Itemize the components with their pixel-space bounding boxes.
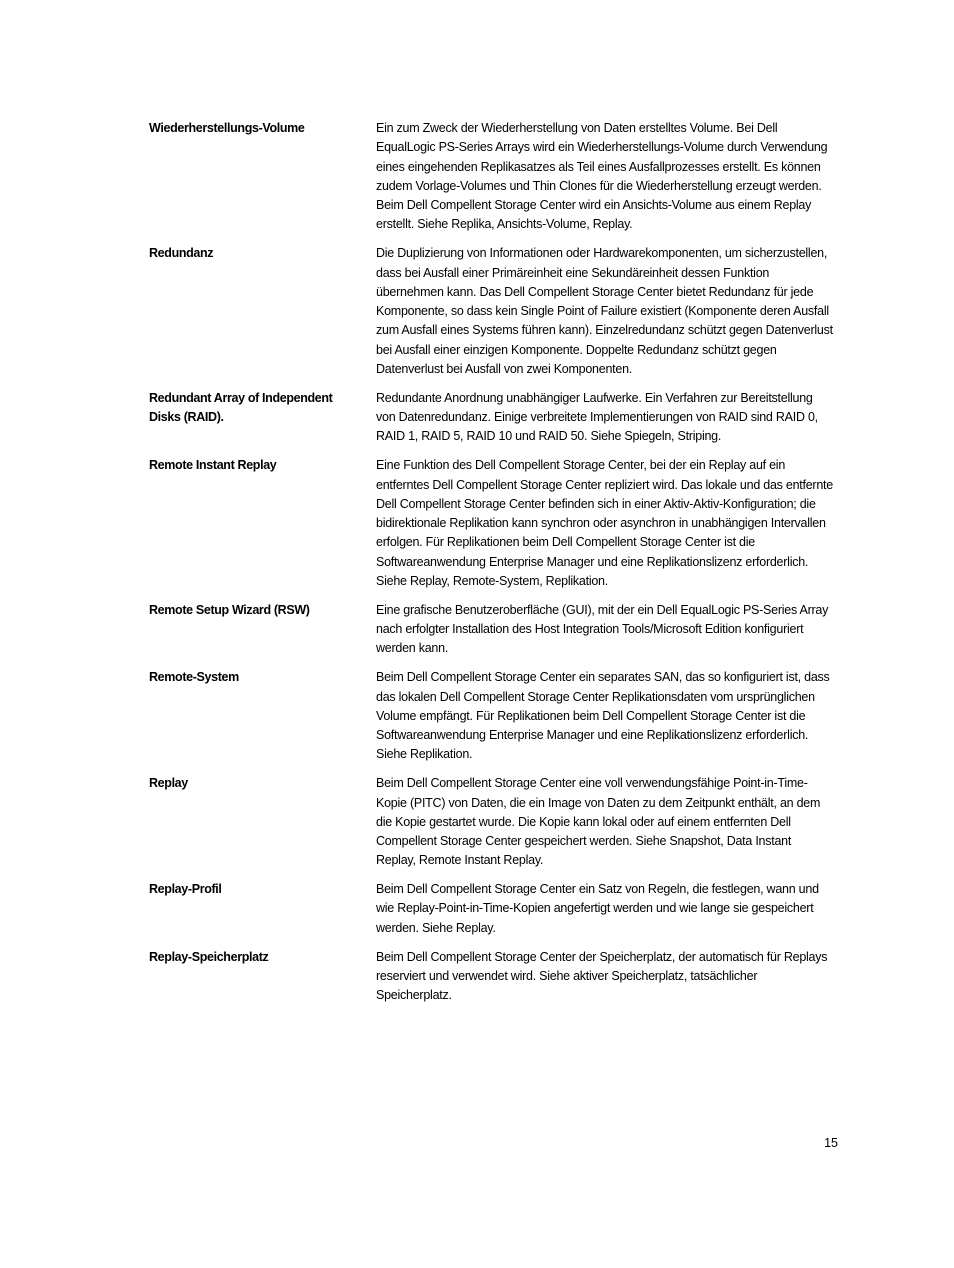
glossary-entry-remote-setup-wizard xyxy=(149,601,834,659)
glossary-term: Replay-Profil xyxy=(149,882,222,897)
glossary-term: Wiederherstellungs-Volume xyxy=(149,121,305,135)
glossary-definition: Beim Dell Compellent Storage Center der Speicherplatz, der automatisch für Replays reserviert und verwendet wird. Siehe aktiver Speicherplatz, tatsächlicher Speicherplatz. xyxy=(376,949,828,1003)
glossary-entry-replay xyxy=(149,774,834,870)
glossary-term: Replay xyxy=(149,776,188,791)
glossary-term: Remote-System xyxy=(149,670,239,685)
glossary-definition: Redundante Anordnung unabhängiger Laufwerke. Ein Verfahren zur Bereitstellung von Datenredundanz. Einige verbreitete Implementierungen von RAID sind RAID 0, RAID 1, RAID 5, RAID 10 und RAID 50. Siehe Spiegeln, Striping. xyxy=(376,390,818,444)
glossary-definition: Beim Dell Compellent Storage Center ein Satz von Regeln, die festlegen, wann und wie Replay-Point-in-Time-Kopien angefertigt werden und wie lange sie gespeichert werden. Siehe Replay. xyxy=(376,882,819,935)
glossary-definition: Beim Dell Compellent Storage Center ein separates SAN, das so konfiguriert ist, dass das lokalen Dell Compellent Storage Center Replikationsdaten vom ursprünglichen Volume empfängt. Für Replikationen beim Dell Compellent Storage Center ist die Softwareanwendung Enterprise Manager und eine Replikationslizenz erforderlich. Siehe Replikation. xyxy=(376,670,830,762)
glossary-term: Remote Instant Replay xyxy=(149,458,277,473)
glossary-definition: Beim Dell Compellent Storage Center eine voll verwendungsfähige Point-in-Time-Kopie (PITC) von Daten, die ein Image von Daten zu dem Zeitpunkt enthält, an dem die Kopie gestartet wurde. Die Kopie kann lokal oder auf einem entfernten Dell Compellent Storage Center gespeichert werden. Siehe Snapshot, Data Instant Replay, Remote Instant Replay. xyxy=(376,776,821,868)
glossary-entry-replay-profil xyxy=(149,880,834,938)
glossary-entry-replay-speicherplatz xyxy=(149,948,834,1006)
glossary-definition: Ein zum Zweck der Wiederherstellung von Daten erstelltes Volume. Bei Dell EqualLogic PS-Series Arrays wird ein Wiederherstellungs-Volume durch Verwendung eines eingehenden Replikasatzes als Teil eines Ausfallprozesses erstellt. Es können zudem Vorlage-Volumes und Thin Clones für die Wiederherstellung erzeugt werden. Beim Dell Compellent Storage Center wird ein Ansichts-Volume aus einem Replay erstellt. Siehe Replika, Ansichts-Volume, Replay. xyxy=(376,121,828,232)
glossary-list xyxy=(149,119,834,1015)
glossary-entry-raid xyxy=(149,389,834,447)
glossary-term: Replay-Speicherplatz xyxy=(149,949,269,964)
glossary-definition: Eine Funktion des Dell Compellent Storage Center, bei der ein Replay auf ein entferntes Dell Compellent Storage Center repliziert wird. Das lokale und das entfernte Dell Compellent Storage Center befinden sich in einer Aktiv-Aktiv-Konfiguration; die bidirektionale Replikation kann synchron oder asynchron in unabhängigen Intervallen erfolgen. Für Replikationen beim Dell Compellent Storage Center ist die Softwareanwendung Enterprise Manager und eine Replikationslizenz erforderlich. Siehe Replay, Remote-System, Replikation. xyxy=(376,458,833,589)
glossary-term: Redundanz xyxy=(149,246,214,261)
glossary-entry-remote-instant-replay xyxy=(149,456,834,591)
glossary-entry-redundanz xyxy=(149,244,834,379)
glossary-definition: Eine grafische Benutzeroberfläche (GUI), mit der ein Dell EqualLogic PS-Series Array nach erfolgter Installation des Host Integration Tools/Microsoft Edition konfiguriert werden kann. xyxy=(376,602,829,656)
glossary-term: Remote Setup Wizard (RSW) xyxy=(149,602,310,617)
glossary-entry-remote-system xyxy=(149,668,834,764)
page-number: 15 xyxy=(824,1136,838,1150)
glossary-term: Redundant Array of Independent Disks (RAID). xyxy=(149,390,333,425)
glossary-entry-wiederherstellungs-volume xyxy=(149,119,834,235)
glossary-definition: Die Duplizierung von Informationen oder Hardwarekomponenten, um sicherzustellen, dass bei Ausfall einer Primäreinheit eine Sekundäreinheit dessen Funktion übernehmen kann. Das Dell Compellent Storage Center bietet Redundanz für jede Komponente, so dass kein Single Point of Failure existiert (Komponente deren Ausfall zum Ausfall eines Systems führen kann). Einzelredundanz schützt gegen Datenverlust bei Ausfall einer einzigen Komponente. Doppelte Redundanz schützt gegen Datenverlust bei Ausfall von zwei Komponenten. xyxy=(376,246,833,377)
